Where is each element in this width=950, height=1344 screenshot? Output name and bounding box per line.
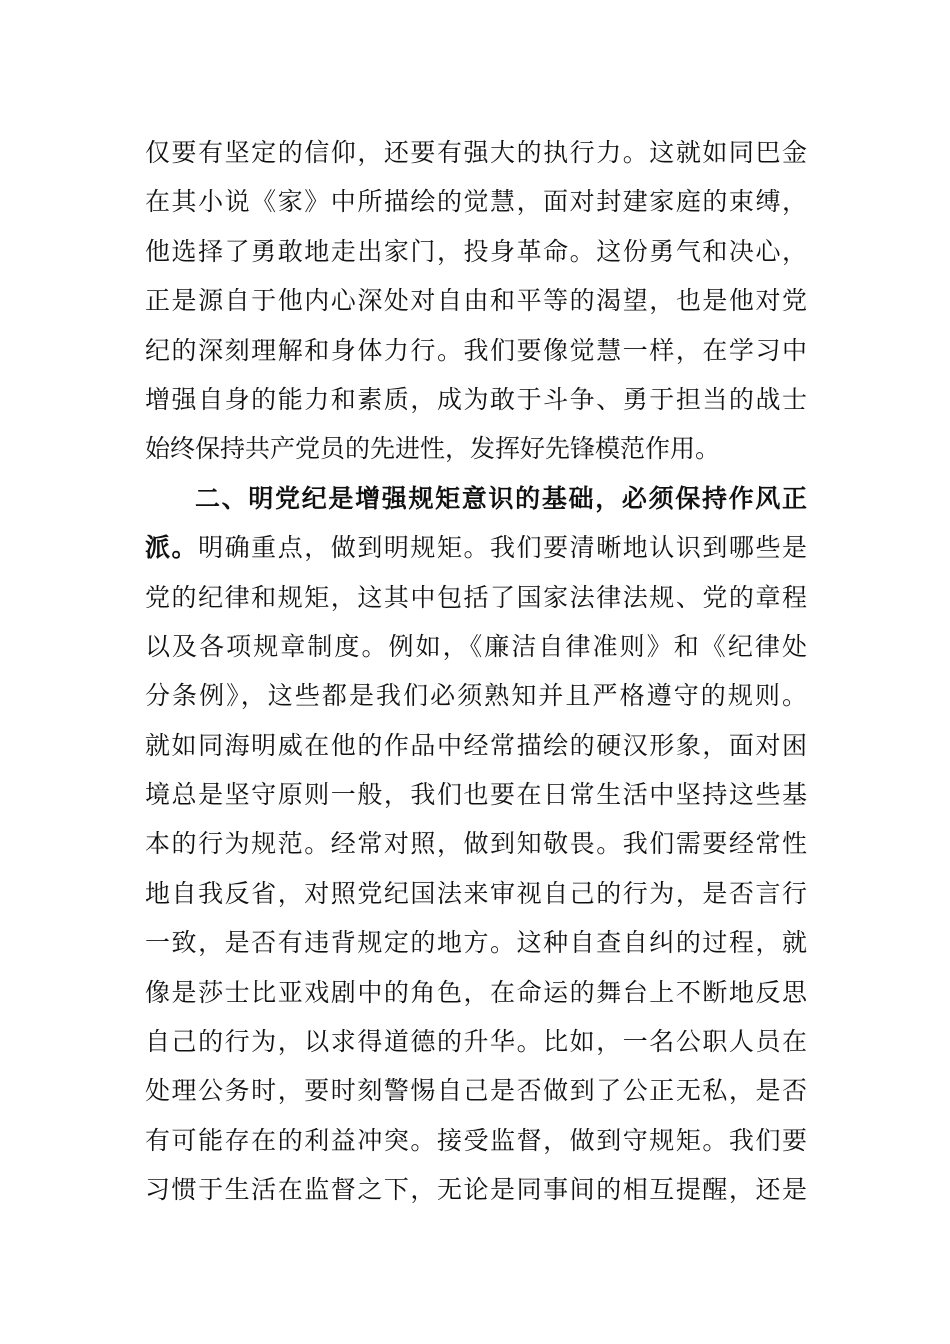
text-line: 自己的行为，以求得道德的升华。比如，一名公职人员在 [145,1027,807,1057]
section-heading-continuation: 派。 [145,533,199,563]
text-line: 就如同海明威在他的作品中经常描绘的硬汉形象，面对困 [145,730,807,760]
text-line: 境总是坚守原则一般，我们也要在日常生活中坚持这些基 [145,780,807,810]
text-line: 党的纪律和规矩，这其中包括了国家法律法规、党的章程 [145,582,807,612]
text-line: 有可能存在的利益冲突。接受监督，做到守规矩。我们要 [145,1125,807,1155]
paragraph [145,128,807,474]
paragraph [145,474,807,1215]
text-line: 本的行为规范。经常对照，做到知敬畏。我们需要经常性 [145,829,807,859]
text-line: 他选择了勇敢地走出家门，投身革命。这份勇气和决心， [145,236,807,266]
text-line: 增强自身的能力和素质，成为敢于斗争、勇于担当的战士 [145,384,807,414]
text-line: 以及各项规章制度。例如，《廉洁自律准则》和《纪律处 [145,631,807,661]
text-line: 习惯于生活在监督之下，无论是同事间的相互提醒，还是 [145,1175,807,1205]
section-heading: 二、明党纪是增强规矩意识的基础，必须保持作风正 [195,483,807,513]
document-body [145,128,807,1215]
text-line: 始终保持共产党员的先进性，发挥好先锋模范作用。 [145,434,721,464]
text-line: 仅要有坚定的信仰，还要有强大的执行力。这就如同巴金 [145,138,807,167]
text-line: 纪的深刻理解和身体力行。我们要像觉慧一样，在学习中 [145,335,807,365]
text-span: 明确重点，做到明规矩。我们要清晰地认识到哪些是 [198,533,807,563]
text-line: 地自我反省，对照党纪国法来审视自己的行为，是否言行 [145,878,807,908]
text-line: 一致，是否有违背规定的地方。这种自查自纠的过程，就 [145,928,807,958]
text-line: 正是源自于他内心深处对自由和平等的渴望，也是他对党 [145,286,807,316]
text-line [145,523,807,572]
text-line: 处理公务时，要时刻警惕自己是否做到了公正无私，是否 [145,1076,807,1106]
text-line: 像是莎士比亚戏剧中的角色，在命运的舞台上不断地反思 [145,977,807,1007]
text-line: 在其小说《家》中所描绘的觉慧，面对封建家庭的束缚， [145,187,807,217]
text-line: 分条例》，这些都是我们必须熟知并且严格遵守的规则。 [145,681,807,711]
